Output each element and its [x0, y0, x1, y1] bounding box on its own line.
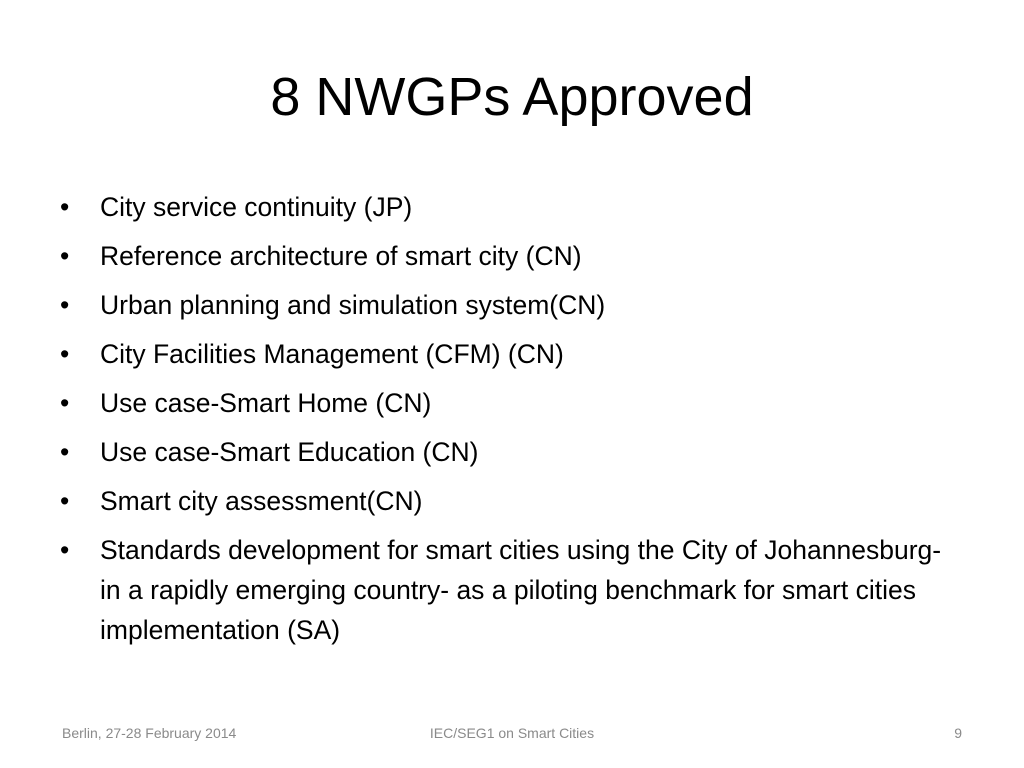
bullet-text: Standards development for smart cities using the City of Johannesburg- in a rapidly emerging country- as a piloting benchmark for smart cities implementation (SA) — [100, 535, 942, 645]
bullet-text: Use case-Smart Home (CN) — [100, 388, 432, 418]
bullet-text: City Facilities Management (CFM) (CN) — [100, 339, 564, 369]
bullet-item — [60, 432, 960, 472]
bullet-icon: • — [60, 486, 70, 516]
bullet-icon: • — [60, 241, 70, 271]
bullet-icon: • — [60, 535, 70, 565]
bullet-text: Smart city assessment(CN) — [100, 486, 423, 516]
slide-number: 9 — [954, 725, 962, 741]
bullet-icon: • — [60, 290, 70, 320]
bullet-text: Use case-Smart Education (CN) — [100, 437, 479, 467]
bullet-text: Reference architecture of smart city (CN) — [100, 241, 582, 271]
bullet-item — [60, 334, 960, 374]
bullet-icon: • — [60, 388, 70, 418]
footer-date-location: Berlin, 27-28 February 2014 — [62, 725, 237, 741]
bullet-text: Urban planning and simulation system(CN) — [100, 290, 606, 320]
bullet-item — [60, 530, 960, 650]
bullet-icon: • — [60, 437, 70, 467]
bullet-item — [60, 383, 960, 423]
bullet-text: City service continuity (JP) — [100, 192, 413, 222]
footer-event-name: IEC/SEG1 on Smart Cities — [429, 725, 595, 741]
bullet-item — [60, 481, 960, 521]
bullet-item — [60, 187, 960, 227]
bullet-item — [60, 236, 960, 276]
bullet-icon: • — [60, 192, 70, 222]
bullet-list — [60, 187, 960, 659]
bullet-icon: • — [60, 339, 70, 369]
bullet-item — [60, 285, 960, 325]
slide-title: 8 NWGPs Approved — [270, 67, 754, 127]
